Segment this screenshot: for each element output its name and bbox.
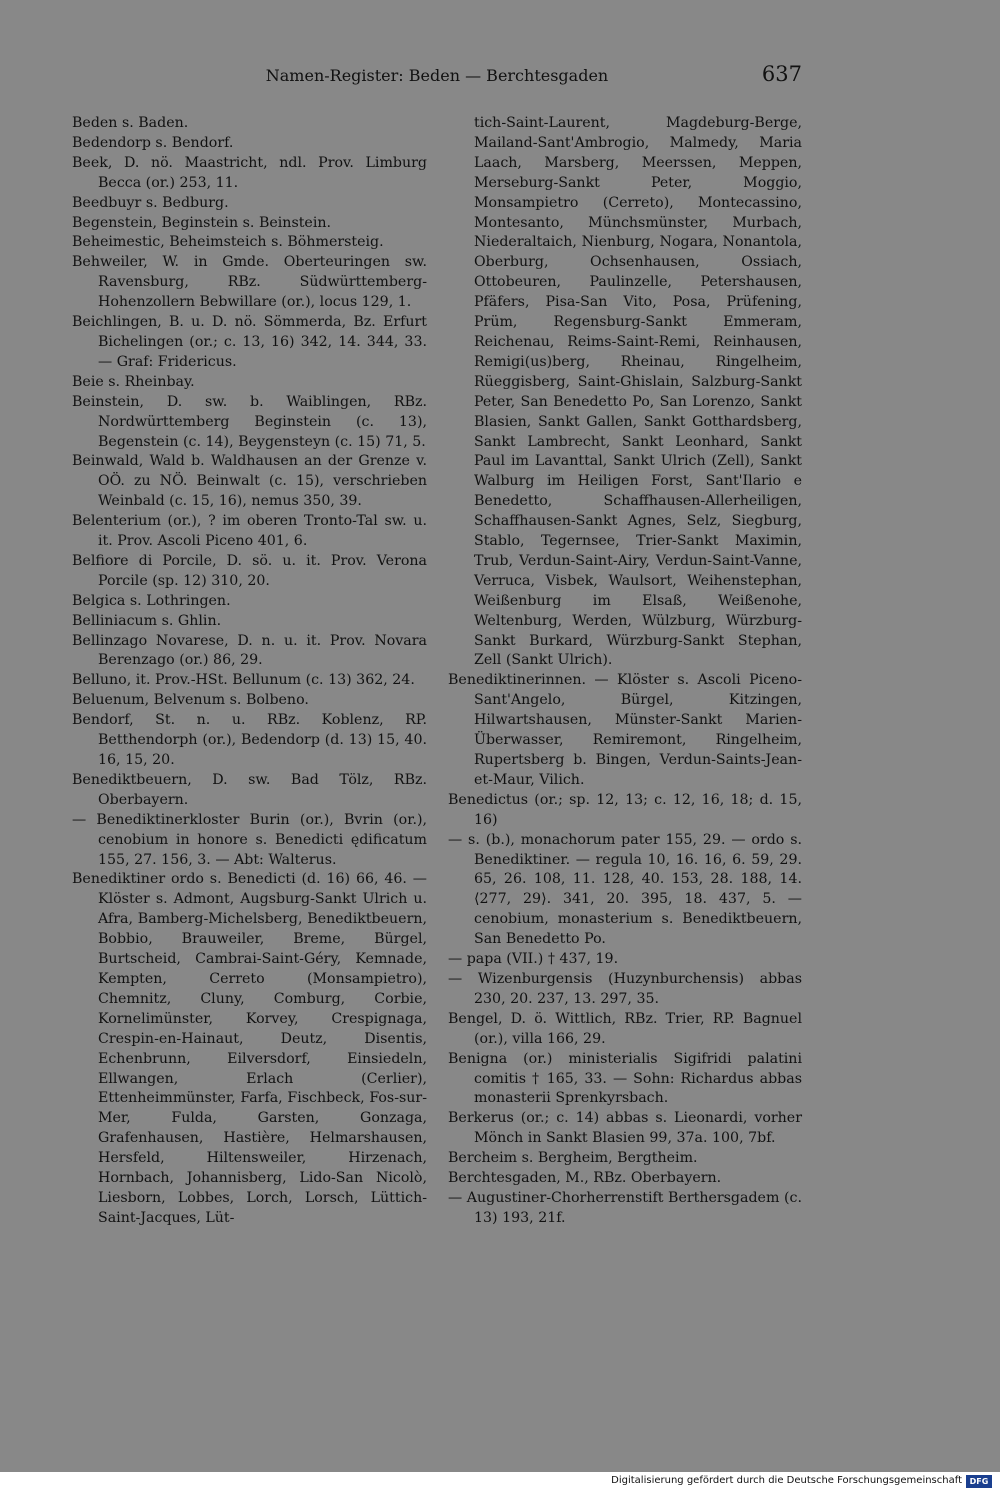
index-entry: Bercheim s. Bergheim, Bergtheim. — [448, 1150, 698, 1167]
index-entry: — Wizenburgensis (Huzynburchensis) abbas 230, 20. 237, 13. 297, 35. — [448, 970, 802, 1007]
index-entry: Beheimestic, Beheimsteich s. Böhmersteig. — [72, 234, 384, 251]
index-entry: Benedictus (or.; sp. 12, 13; c. 12, 16, 18; d. 15, 16) — [448, 791, 802, 828]
footer-bar — [0, 1472, 1000, 1492]
index-entry: Beedbuyr s. Bedburg. — [72, 194, 229, 211]
page-header — [72, 64, 802, 94]
index-entry: Belgica s. Lothringen. — [72, 592, 231, 609]
index-entry: Berkerus (or.; c. 14) abbas s. Lieonardi, vorher Mönch in Sankt Blasien 99, 37a. 100, 7bf. — [448, 1110, 802, 1147]
right-column — [448, 114, 802, 1229]
index-entry: Bendorf, St. n. u. RBz. Koblenz, RP. Betthendorph (or.), Bedendorp (d. 13) 15, 40. 16, 15, 20. — [72, 712, 427, 768]
dfg-logo: DFG — [966, 1475, 992, 1488]
index-entry: Benigna (or.) ministerialis Sigifridi palatini comitis † 165, 33. — Sohn: Richardus abbas monasterii Sprenkyrsbach. — [448, 1050, 802, 1107]
index-entry: Begenstein, Beginstein s. Beinstein. — [72, 214, 332, 231]
index-entry: Berchtesgaden, M., RBz. Oberbayern. — [448, 1170, 722, 1187]
funding-credit: Digitalisierung gefördert durch die Deutsche Forschungsgemeinschaft — [611, 1475, 962, 1486]
index-entry: Behweiler, W. in Gmde. Oberteuringen sw. Ravensburg, RBz. Südwürttemberg-Hohenzollern Bebwillare (or.), locus 129, 1. — [72, 254, 427, 311]
left-column — [72, 114, 427, 1229]
index-entry: Beichlingen, B. u. D. nö. Sömmerda, Bz. Erfurt Bichelingen (or.; c. 13, 16) 342, 14. 344, 33. — Graf: Fridericus. — [72, 314, 427, 370]
index-entry: Belenterium (or.), ? im oberen Tronto-Tal sw. u. it. Prov. Ascoli Piceno 401, 6. — [72, 513, 427, 550]
index-entry: Beden s. Baden. — [72, 115, 189, 131]
index-entry: Belliniacum s. Ghlin. — [72, 612, 222, 629]
index-entry: Benediktiner ordo s. Benedicti (d. 16) 66, 46. — Klöster s. Admont, Augsburg-Sankt Ulrich u. Afra, Bamberg-Michelsberg, Benediktbeuern, Bobbio, Brauweiler, Breme, Bürgel, Burtscheid, Cambrai-Saint-Géry, Kemnade, Kempten, Cerreto (Monsampietro), Chemnitz, Cluny, Comburg, Corbie, Kornelimünster, Korvey, Crespignaga, Crespin-en-Hainaut, Deutz, Disentis, Echenbrunn, Eilversdorf, Einsiedeln, Ellwangen, Erlach (Cerlier), Ettenheimmünster, Farfa, Fischbeck, Fos-sur-Mer, Fulda, Garsten, Gonzaga, Grafenhausen, Hastière, Helmarshausen, Hersfeld, Hiltensweiler, Hirzenach, Hornbach, Johannisberg, Lido-San Nicolò, Liesborn, Lobbes, Lorch, Lorsch, Lüttich-Saint-Jacques, Lüt- — [72, 871, 427, 1226]
running-head: Namen-Register: Beden — Berchtesgaden — [265, 66, 609, 85]
page-number: 637 — [761, 62, 802, 86]
index-entry: — Augustiner-Chorherrenstift Berthersgadem (c. 13) 193, 21f. — [448, 1189, 802, 1226]
index-entry: Beek, D. nö. Maastricht, ndl. Prov. Limburg Becca (or.) 253, 11. — [72, 154, 427, 191]
index-entry: Belfiore di Porcile, D. sö. u. it. Prov. Verona Porcile (sp. 12) 310, 20. — [72, 552, 427, 589]
index-entry: — Benediktinerkloster Burin (or.), Bvrin (or.), cenobium in honore s. Benedicti ędificatum 155, 27. 156, 3. — Abt: Walterus. — [72, 811, 427, 868]
index-entry: Bellinzago Novarese, D. n. u. it. Prov. Novara Berenzago (or.) 86, 29. — [72, 632, 427, 669]
index-entry-continuation: tich-Saint-Laurent, Magdeburg-Berge, Mailand-Sant'Ambrogio, Malmedy, Maria Laach, Marsberg, Meerssen, Meppen, Merseburg-Sankt Peter, Moggio, Monsampietro (Cerreto), Montecassino, Montesanto, Münchsmünster, Murbach, Niederaltaich, Nienburg, Nogara, Nonantola, Oberburg, Ochsenhausen, Ossiach, Ottobeuren, Paulinzelle, Petershausen, Pfäfers, Pisa-San Vito, Posa, Prüfening, Prüm, Regensburg-Sankt Emmeram, Reichenau, Reims-Saint-Remi, Reinhausen, Remigi(us)berg, Rheinau, Ringelheim, Rüeggisberg, Saint-Ghislain, Salzburg-Sankt Peter, San Benedetto Po, San Lorenzo, Sankt Blasien, Sankt Gallen, Sankt Gotthardsberg, Sankt Lambrecht, Sankt Leonhard, Sankt Paul im Lavanttal, Sankt Ulrich (Zell), Sankt Walburg im Heiligen Forst, Sant'Ilario e Benedetto, Schaffhausen-Allerheiligen, Schaffhausen-Sankt Agnes, Selz, Siegburg, Stablo, Tegernsee, Trier-Sankt Maximin, Trub, Verdun-Saint-Airy, Verdun-Saint-Vanne, Verruca, Visbek, Waulsort, Weihenstephan, Weißenburg im Elsaß, Weißenohe, Weltenburg, Werden, Wülzburg, Würzburg-Sankt Burkard, Würzburg-Sankt Stephan, Zell (Sankt Ulrich). — [474, 115, 802, 669]
index-entry: Benediktinerinnen. — Klöster s. Ascoli Piceno-Sant'Angelo, Bürgel, Kitzingen, Hilwartshausen, Münster-Sankt Marien-Überwasser, Remiremont, Ringelheim, Rupertsberg b. Bingen, Verdun-Saints-Jean-et-Maur, Vilich. — [448, 672, 802, 788]
index-entry: Beluenum, Belvenum s. Bolbeno. — [72, 692, 309, 709]
index-entry: Bedendorp s. Bendorf. — [72, 134, 234, 151]
index-entry: Beinwald, Wald b. Waldhausen an der Grenze v. OÖ. zu NÖ. Beinwalt (c. 15), verschrieben Weinbald (c. 15, 16), nemus 350, 39. — [72, 453, 427, 510]
index-entry: — papa (VII.) † 437, 19. — [448, 951, 619, 968]
index-entry: Belluno, it. Prov.-HSt. Bellunum (c. 13) 362, 24. — [72, 672, 415, 689]
index-entry: Beie s. Rheinbay. — [72, 373, 195, 390]
index-entry: Bengel, D. ö. Wittlich, RBz. Trier, RP. Bagnuel (or.), villa 166, 29. — [448, 1010, 802, 1047]
index-entry: Beinstein, D. sw. b. Waiblingen, RBz. Nordwürttemberg Beginstein (c. 13), Begenstein (c. 14), Beygensteyn (c. 15) 71, 5. — [72, 393, 427, 450]
index-entry: — s. (b.), monachorum pater 155, 29. — ordo s. Benediktiner. — regula 10, 16. 16, 6. 59, 29. 65, 26. 108, 11. 128, 40. 153, 28. 188, 14. ⟨277, 29⟩. 341, 20. 395, 18. 437, 5. — cenobium, monasterium s. Benediktbeuern, San Benedetto Po. — [448, 831, 802, 948]
index-entry: Benediktbeuern, D. sw. Bad Tölz, RBz. Oberbayern. — [72, 771, 427, 808]
